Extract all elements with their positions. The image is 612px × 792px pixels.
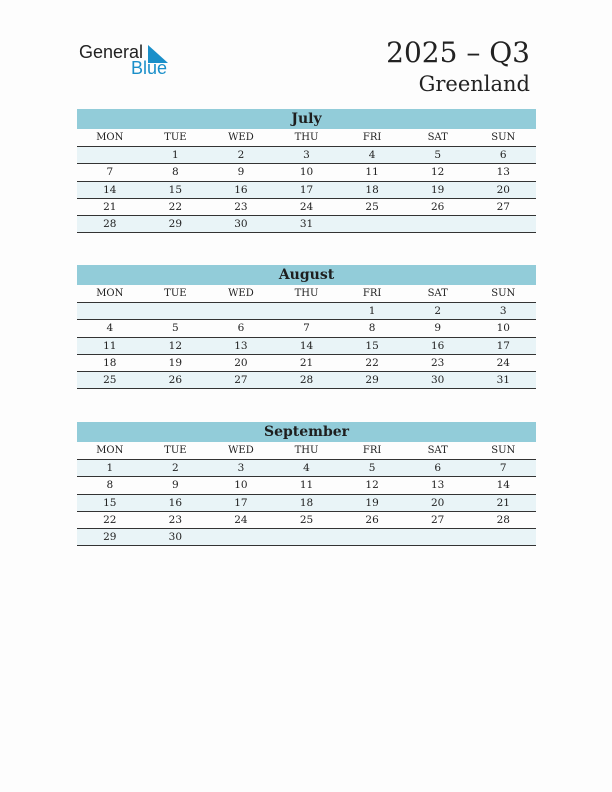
day-cell: 23 bbox=[430, 356, 445, 369]
day-cell: 20 bbox=[430, 496, 445, 509]
week-row bbox=[77, 303, 536, 320]
day-cell: 26 bbox=[365, 513, 379, 526]
day-cell: 17 bbox=[299, 183, 314, 196]
day-cell bbox=[77, 147, 143, 163]
day-cell: 17 bbox=[496, 339, 510, 352]
day-cell: 26 bbox=[430, 200, 445, 213]
week-row bbox=[77, 199, 536, 216]
day-cell: 11 bbox=[103, 339, 117, 352]
day-cell: 13 bbox=[496, 166, 510, 179]
day-cell: 7 bbox=[303, 322, 310, 335]
weekday-label: SAT bbox=[427, 288, 448, 299]
day-cell bbox=[405, 529, 471, 545]
day-cell: 8 bbox=[172, 166, 179, 179]
page-title: 2025 – Q3 bbox=[386, 36, 530, 69]
day-cell: 7 bbox=[499, 462, 507, 474]
weekday-label: FRI bbox=[362, 288, 382, 299]
week-row bbox=[77, 182, 536, 199]
weekday-label: WED bbox=[228, 132, 254, 143]
day-cell: 15 bbox=[365, 339, 379, 352]
month-title: August bbox=[77, 265, 536, 285]
weekday-label: MON bbox=[96, 132, 124, 143]
day-cell bbox=[470, 529, 536, 545]
day-cell: 28 bbox=[299, 374, 314, 387]
week-row bbox=[77, 372, 536, 389]
day-cell: 2 bbox=[237, 149, 245, 161]
weekday-label: TUE bbox=[164, 132, 187, 143]
day-cell: 12 bbox=[168, 339, 183, 352]
day-cell: 22 bbox=[103, 513, 117, 526]
day-cell: 4 bbox=[368, 149, 376, 161]
day-cell: 28 bbox=[103, 218, 117, 231]
weekday-label: TUE bbox=[164, 445, 187, 456]
day-cell bbox=[208, 529, 274, 545]
day-cell: 27 bbox=[234, 374, 248, 387]
weekday-label: WED bbox=[228, 445, 254, 456]
day-cell: 25 bbox=[299, 513, 314, 526]
day-cell: 12 bbox=[365, 479, 379, 492]
day-cell: 29 bbox=[365, 374, 379, 387]
day-cell: 25 bbox=[365, 200, 379, 213]
weekday-label: THU bbox=[294, 288, 319, 299]
day-cell: 9 bbox=[434, 322, 442, 335]
day-cell: 3 bbox=[303, 149, 310, 161]
day-cell: 29 bbox=[168, 218, 183, 231]
day-cell: 11 bbox=[365, 166, 379, 179]
day-cell: 6 bbox=[434, 462, 442, 474]
day-cell bbox=[470, 216, 536, 232]
week-row bbox=[77, 147, 536, 164]
week-row bbox=[77, 338, 536, 355]
day-cell: 26 bbox=[168, 374, 183, 387]
day-cell: 11 bbox=[299, 479, 314, 492]
week-row bbox=[77, 529, 536, 546]
month-title: September bbox=[77, 422, 536, 442]
month-calendar-july bbox=[77, 109, 536, 233]
day-cell: 16 bbox=[430, 339, 445, 352]
weekday-label: SUN bbox=[491, 445, 516, 456]
day-cell: 24 bbox=[234, 513, 248, 526]
day-cell bbox=[339, 529, 405, 545]
day-cell: 18 bbox=[103, 356, 117, 369]
day-cell: 30 bbox=[234, 218, 248, 231]
day-cell: 1 bbox=[106, 462, 114, 474]
month-title: July bbox=[77, 109, 536, 129]
day-cell: 13 bbox=[234, 339, 248, 352]
brand-logo bbox=[79, 42, 179, 82]
day-cell: 10 bbox=[496, 322, 510, 335]
weekday-header-row bbox=[77, 129, 536, 147]
day-cell bbox=[339, 216, 405, 232]
week-row bbox=[77, 512, 536, 529]
day-cell: 23 bbox=[234, 200, 248, 213]
day-cell: 20 bbox=[234, 356, 248, 369]
weekday-label: THU bbox=[294, 132, 319, 143]
day-cell: 16 bbox=[168, 496, 183, 509]
day-cell: 8 bbox=[106, 479, 114, 492]
day-cell: 29 bbox=[103, 531, 117, 544]
week-row bbox=[77, 477, 536, 494]
weekday-label: FRI bbox=[362, 132, 382, 143]
day-cell: 31 bbox=[299, 218, 314, 231]
region-name: Greenland bbox=[418, 72, 530, 96]
day-cell: 19 bbox=[430, 183, 445, 196]
day-cell: 10 bbox=[234, 479, 248, 492]
day-cell: 14 bbox=[496, 479, 510, 492]
day-cell: 1 bbox=[368, 305, 376, 317]
day-cell: 21 bbox=[496, 496, 510, 509]
day-cell: 6 bbox=[499, 149, 507, 161]
week-row bbox=[77, 355, 536, 372]
day-cell bbox=[274, 529, 340, 545]
day-cell: 22 bbox=[168, 200, 183, 213]
weekday-label: TUE bbox=[164, 288, 187, 299]
weekday-label: MON bbox=[96, 445, 124, 456]
day-cell: 3 bbox=[499, 305, 507, 317]
day-cell: 6 bbox=[237, 322, 245, 335]
day-cell: 4 bbox=[303, 462, 310, 474]
day-cell: 24 bbox=[496, 356, 510, 369]
day-cell: 1 bbox=[172, 149, 179, 161]
day-cell: 23 bbox=[168, 513, 183, 526]
day-cell: 8 bbox=[368, 322, 376, 335]
day-cell bbox=[274, 303, 340, 319]
day-cell: 19 bbox=[365, 496, 379, 509]
day-cell: 16 bbox=[234, 183, 248, 196]
day-cell: 30 bbox=[168, 531, 183, 544]
day-cell: 5 bbox=[368, 462, 376, 474]
day-cell: 21 bbox=[103, 200, 117, 213]
weekday-label: SAT bbox=[427, 445, 448, 456]
day-cell bbox=[208, 303, 274, 319]
weekday-label: FRI bbox=[362, 445, 382, 456]
week-row bbox=[77, 164, 536, 181]
week-row bbox=[77, 216, 536, 233]
weekday-header-row bbox=[77, 442, 536, 460]
day-cell: 13 bbox=[430, 479, 445, 492]
day-cell: 12 bbox=[430, 166, 445, 179]
weekday-label: SUN bbox=[491, 132, 516, 143]
day-cell: 30 bbox=[430, 374, 445, 387]
day-cell: 3 bbox=[237, 462, 245, 474]
day-cell: 4 bbox=[106, 322, 114, 335]
day-cell: 15 bbox=[168, 183, 183, 196]
day-cell: 24 bbox=[299, 200, 314, 213]
day-cell: 10 bbox=[299, 166, 314, 179]
day-cell: 27 bbox=[430, 513, 445, 526]
month-calendar-september bbox=[77, 422, 536, 546]
day-cell: 9 bbox=[172, 479, 179, 492]
day-cell: 31 bbox=[496, 374, 510, 387]
day-cell: 9 bbox=[237, 166, 245, 179]
day-cell: 14 bbox=[103, 183, 117, 196]
day-cell: 18 bbox=[299, 496, 314, 509]
day-cell bbox=[77, 303, 143, 319]
day-cell: 22 bbox=[365, 356, 379, 369]
day-cell: 5 bbox=[172, 322, 179, 335]
logo-text-blue: Blue bbox=[131, 58, 168, 78]
weekday-header-row bbox=[77, 285, 536, 303]
month-calendar-august bbox=[77, 265, 536, 389]
weekday-label: THU bbox=[294, 445, 319, 456]
week-row bbox=[77, 495, 536, 512]
week-row bbox=[77, 320, 536, 337]
day-cell: 2 bbox=[434, 305, 442, 317]
day-cell bbox=[405, 216, 471, 232]
weekday-label: SAT bbox=[427, 132, 448, 143]
day-cell: 18 bbox=[365, 183, 379, 196]
week-row bbox=[77, 460, 536, 477]
day-cell: 15 bbox=[103, 496, 117, 509]
weekday-label: MON bbox=[96, 288, 124, 299]
day-cell: 27 bbox=[496, 200, 510, 213]
weekday-label: WED bbox=[228, 288, 254, 299]
day-cell: 7 bbox=[106, 166, 114, 179]
day-cell: 25 bbox=[103, 374, 117, 387]
weekday-label: SUN bbox=[491, 288, 516, 299]
day-cell: 21 bbox=[299, 356, 314, 369]
logo-text-general: General bbox=[79, 42, 144, 62]
day-cell: 28 bbox=[496, 513, 510, 526]
day-cell: 19 bbox=[168, 356, 183, 369]
day-cell: 2 bbox=[172, 462, 179, 474]
day-cell: 5 bbox=[434, 149, 442, 161]
day-cell: 14 bbox=[299, 339, 314, 352]
day-cell: 17 bbox=[234, 496, 248, 509]
day-cell bbox=[143, 303, 209, 319]
day-cell: 20 bbox=[496, 183, 510, 196]
